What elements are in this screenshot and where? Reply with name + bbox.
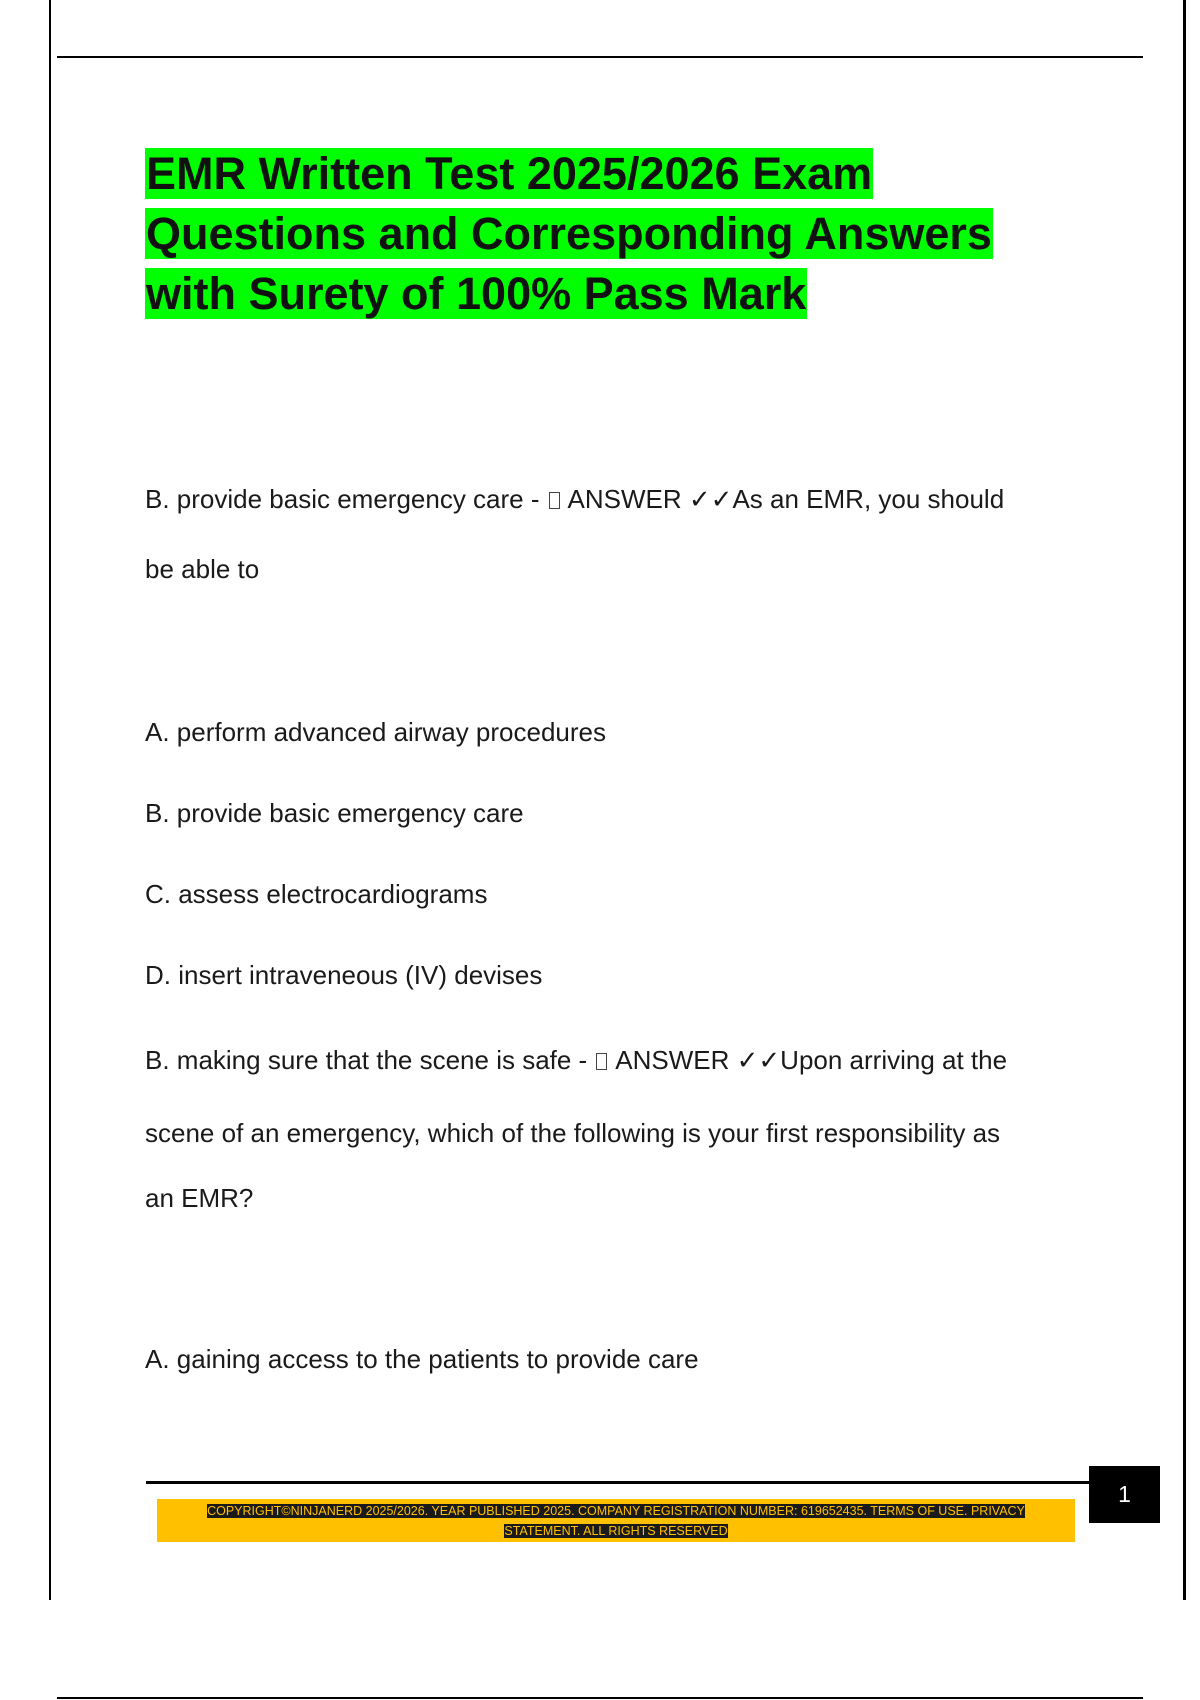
page-number: 1 <box>1089 1466 1160 1523</box>
q2-question-line-2: scene of an emergency, which of the following is your first responsibility as <box>145 1118 1001 1148</box>
document-title <box>145 144 1105 324</box>
title-line-3: with Surety of 100% Pass Mark <box>146 268 807 319</box>
page-border-left <box>49 0 51 1600</box>
title-line-2: Questions and Corresponding Answers <box>146 208 992 259</box>
q1-option-b: B. provide basic emergency care <box>145 798 524 828</box>
next-page-rule <box>57 1697 1143 1699</box>
title-line-1: EMR Written Test 2025/2026 Exam <box>146 148 873 199</box>
q1-option-a: A. perform advanced airway procedures <box>145 717 607 747</box>
missing-glyph-icon <box>596 1053 607 1070</box>
q1-answer-line <box>145 483 1004 515</box>
footer-copyright-text: COPYRIGHT©NINJANERD 2025/2026. YEAR PUBLISHED 2025. COMPANY REGISTRATION NUMBER: 619652435. TERMS OF USE. PRIVACY STATEMENT. ALL RIGHTS RESERVED <box>207 1504 1025 1538</box>
q1-option-c: C. assess electrocardiograms <box>145 879 488 909</box>
page-border-right <box>1183 0 1186 1600</box>
missing-glyph-icon <box>549 492 560 509</box>
footer-rule <box>146 1481 1090 1484</box>
footer-copyright <box>170 1501 1062 1541</box>
header-rule <box>57 56 1143 58</box>
q2-answer-prefix: B. making sure that the scene is safe - <box>145 1045 588 1075</box>
q2-question-line-3: an EMR? <box>145 1183 254 1213</box>
q1-question-cont: be able to <box>145 554 260 584</box>
q2-answer-label: ANSWER ✓✓Upon arriving at the <box>615 1045 1008 1075</box>
q2-option-a: A. gaining access to the patients to provide care <box>145 1344 699 1374</box>
q1-option-d: D. insert intraveneous (IV) devises <box>145 960 543 990</box>
q2-answer-line <box>145 1044 1007 1076</box>
q1-answer-label: ANSWER ✓✓As an EMR, you should <box>567 484 1005 514</box>
q1-answer-prefix: B. provide basic emergency care - <box>145 484 540 514</box>
